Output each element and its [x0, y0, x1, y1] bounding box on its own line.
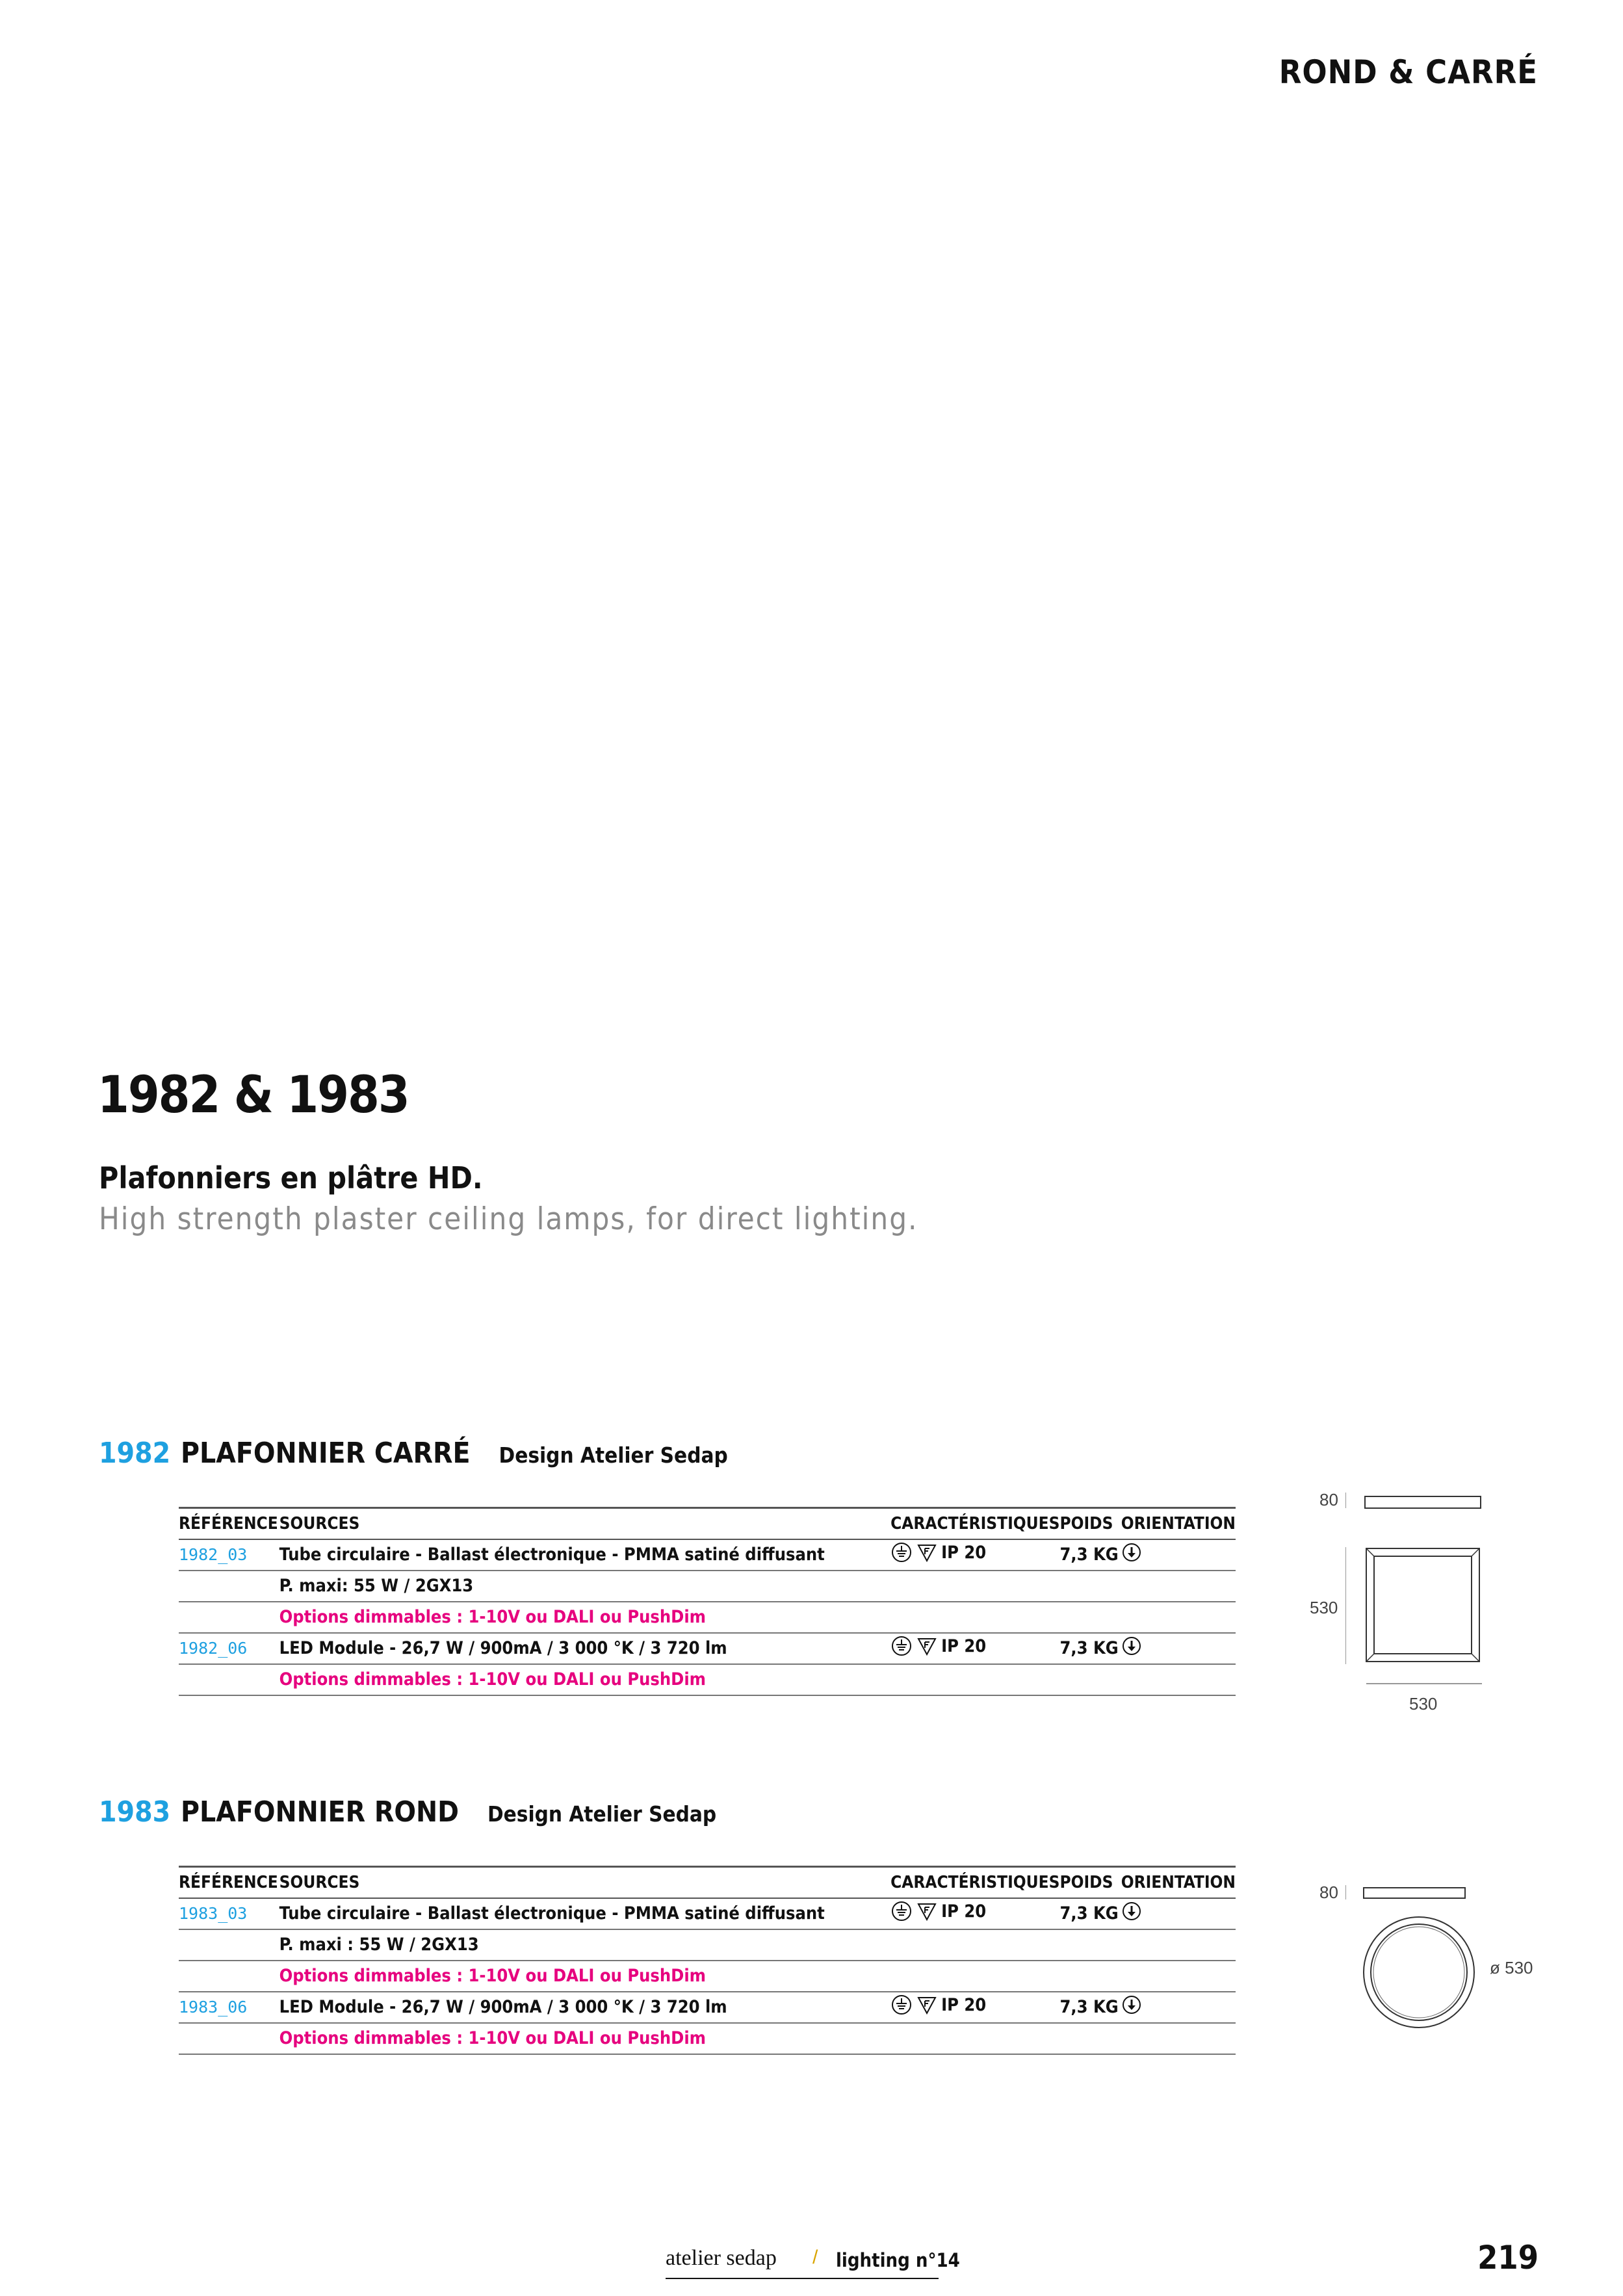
orientation-cell [1121, 1539, 1236, 1571]
downward-arrow-icon [1121, 1542, 1142, 1563]
product-design: Design Atelier Sedap [487, 1801, 717, 1827]
ref-cell: 1983_03 [179, 1898, 279, 1929]
f-mark-icon [916, 1994, 937, 2015]
round-lamp-drawing [1345, 1881, 1501, 2031]
orientation-cell [1121, 1898, 1236, 1929]
dimming-options: Options dimmables : 1-10V ou DALI ou PushDim [279, 1961, 890, 1992]
footer-rule [666, 2278, 939, 2279]
source-cell: P. maxi: 55 W / 2GX13 [279, 1571, 890, 1602]
table-row [179, 1929, 1236, 1961]
dim-diameter: ø 530 [1490, 1958, 1533, 1977]
ip-rating: IP 20 [941, 1542, 987, 1563]
product-number: 1982 [99, 1437, 171, 1470]
dim-height: 80 [1319, 1490, 1338, 1509]
product-name: PLAFONNIER ROND [181, 1795, 459, 1829]
dimming-options: Options dimmables : 1-10V ou DALI ou PushDim [279, 1664, 890, 1695]
table-row [179, 1961, 1236, 1992]
weight-cell: 7,3 KG [1059, 1992, 1121, 2023]
ip-rating: IP 20 [941, 1636, 987, 1656]
col-weight: POIDS [1059, 1867, 1121, 1898]
ref-cell [179, 1664, 279, 1695]
col-orientation: ORIENTATION [1121, 1867, 1236, 1898]
square-lamp-drawing [1345, 1489, 1501, 1697]
downward-arrow-icon [1121, 1636, 1142, 1656]
source-cell: LED Module - 26,7 W / 900mA / 3 000 °K / 3 720 lm [279, 1992, 890, 2023]
ref-cell [179, 1571, 279, 1602]
dim-width: 530 [1409, 1694, 1438, 1714]
characteristics-cell [890, 1539, 1059, 1571]
source-cell: Tube circulaire - Ballast électronique - PMMA satiné diffusant [279, 1539, 890, 1571]
ref-cell [179, 1961, 279, 1992]
ip-rating: IP 20 [941, 1994, 987, 2015]
section-header: ROND & CARRÉ [1279, 53, 1538, 91]
table-header-row [179, 1508, 1236, 1539]
col-characteristics: CARACTÉRISTIQUES [890, 1508, 1059, 1539]
dim-height: 80 [1319, 1883, 1338, 1902]
table-row [179, 1898, 1236, 1929]
characteristics-cell [890, 1898, 1059, 1929]
col-reference: RÉFÉRENCE [179, 1508, 279, 1539]
downward-arrow-icon [1121, 1994, 1142, 2015]
table-row [179, 1602, 1236, 1633]
page-title: 1982 & 1983 [97, 1066, 409, 1125]
spec-table-1982 [179, 1507, 1236, 1696]
ref-cell [179, 1929, 279, 1961]
weight-cell: 7,3 KG [1059, 1898, 1121, 1929]
footer-issue: lighting n°14 [836, 2249, 960, 2271]
ref-cell [179, 2023, 279, 2054]
col-orientation: ORIENTATION [1121, 1508, 1236, 1539]
table-row [179, 1992, 1236, 2023]
source-cell: LED Module - 26,7 W / 900mA / 3 000 °K / 3 720 lm [279, 1633, 890, 1664]
product-header-1983 [99, 1795, 716, 1841]
earth-class-icon [890, 1900, 913, 1922]
col-weight: POIDS [1059, 1508, 1121, 1539]
ref-cell: 1982_06 [179, 1633, 279, 1664]
source-cell: Tube circulaire - Ballast électronique - PMMA satiné diffusant [279, 1898, 890, 1929]
subtitle-en: High strength plaster ceiling lamps, for direct lighting. [99, 1201, 918, 1237]
characteristics-cell [890, 1992, 1059, 2023]
ip-rating: IP 20 [941, 1901, 987, 1922]
product-header-1982 [99, 1437, 728, 1482]
characteristics-cell [890, 1633, 1059, 1664]
f-mark-icon [916, 1901, 937, 1922]
col-sources: SOURCES [279, 1867, 890, 1898]
col-sources: SOURCES [279, 1508, 890, 1539]
ref-cell: 1982_03 [179, 1539, 279, 1571]
ref-cell: 1983_06 [179, 1992, 279, 2023]
product-design: Design Atelier Sedap [499, 1442, 728, 1468]
footer-separator: / [812, 2247, 818, 2268]
weight-cell: 7,3 KG [1059, 1633, 1121, 1664]
table-row [179, 1571, 1236, 1602]
page-number: 219 [1477, 2239, 1539, 2276]
source-cell: P. maxi : 55 W / 2GX13 [279, 1929, 890, 1961]
dimming-options: Options dimmables : 1-10V ou DALI ou PushDim [279, 1602, 890, 1633]
subtitle-fr: Plafonniers en plâtre HD. [99, 1160, 483, 1195]
col-reference: RÉFÉRENCE [179, 1867, 279, 1898]
col-characteristics: CARACTÉRISTIQUES [890, 1867, 1059, 1898]
dimming-options: Options dimmables : 1-10V ou DALI ou PushDim [279, 2023, 890, 2054]
table-row [179, 1633, 1236, 1664]
f-mark-icon [916, 1542, 937, 1563]
product-name: PLAFONNIER CARRÉ [181, 1437, 471, 1470]
table-row [179, 2023, 1236, 2054]
earth-class-icon [890, 1635, 913, 1657]
f-mark-icon [916, 1636, 937, 1656]
weight-cell: 7,3 KG [1059, 1539, 1121, 1571]
earth-class-icon [890, 1541, 913, 1563]
product-number: 1983 [99, 1795, 171, 1829]
ref-cell [179, 1602, 279, 1633]
orientation-cell [1121, 1992, 1236, 2023]
orientation-cell [1121, 1633, 1236, 1664]
downward-arrow-icon [1121, 1901, 1142, 1922]
spec-table-1983 [179, 1866, 1236, 2055]
table-row [179, 1539, 1236, 1571]
table-header-row [179, 1867, 1236, 1898]
table-row [179, 1664, 1236, 1695]
dim-depth: 530 [1310, 1598, 1338, 1617]
footer-brand: atelier sedap [666, 2246, 777, 2270]
earth-class-icon [890, 1994, 913, 2016]
